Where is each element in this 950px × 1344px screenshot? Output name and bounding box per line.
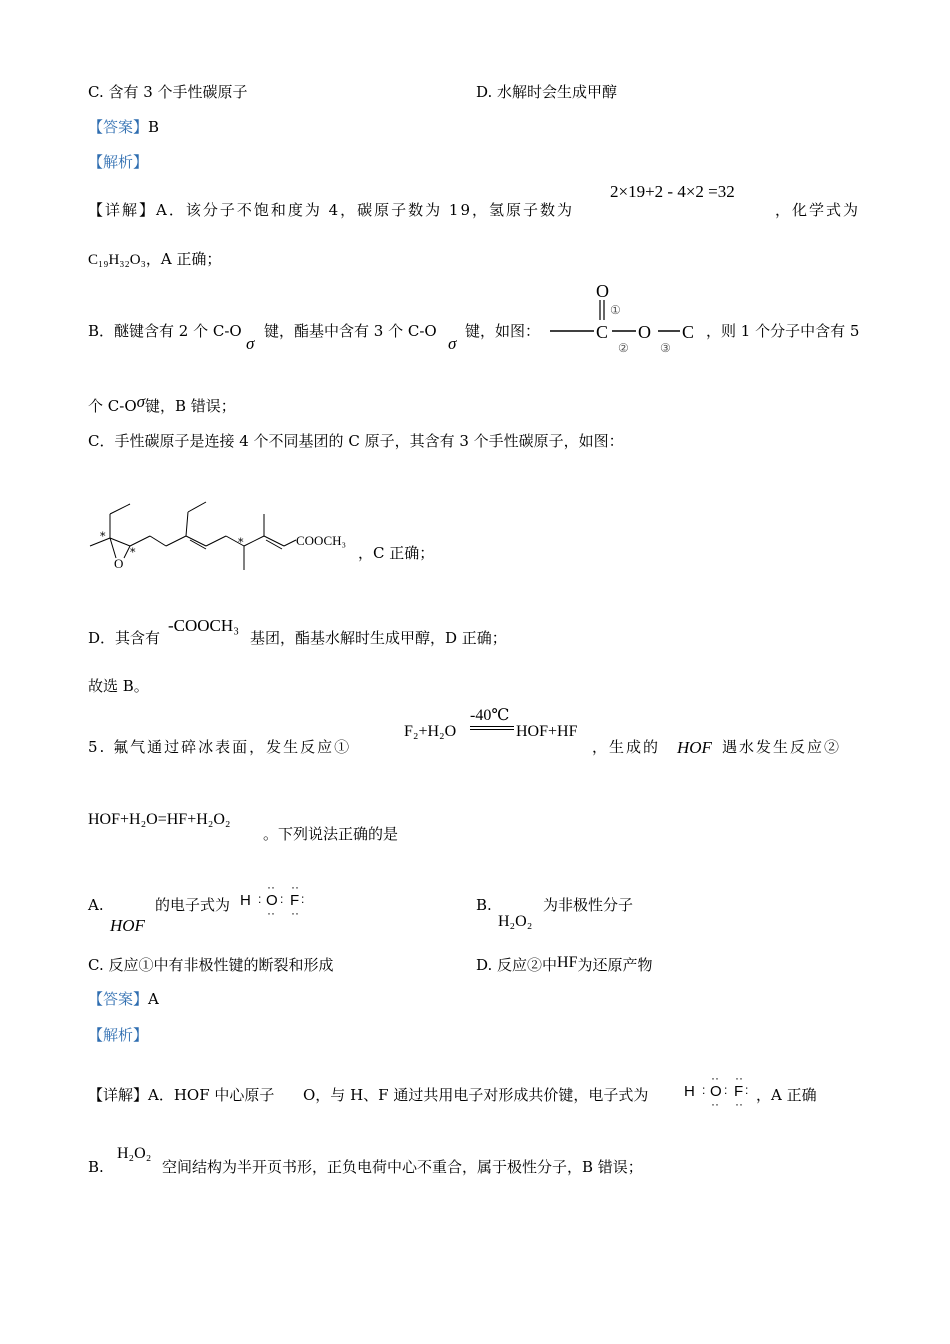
chiral-star-2: *: [130, 546, 136, 559]
ester-num2: ②: [618, 341, 629, 355]
cooch3-formula: -COOCH₃: [168, 616, 240, 635]
q5-expl-a2: O，与 H、F 通过共用电子对形成共价键，电子式为: [303, 1086, 649, 1104]
cooch3-label: COOCH₃: [296, 533, 347, 548]
detail-a-text3: ，A 正确；: [145, 250, 222, 268]
option-c: C. 反应①中有非极性键的断裂和形成: [88, 956, 334, 974]
lewis2-o-bottom-dots: ··: [711, 1097, 719, 1111]
sigma-symbol-3: σ: [136, 392, 146, 411]
chiral-star-3: *: [238, 536, 244, 549]
detail-b-text6: 键，B 错误；: [145, 397, 236, 415]
detail-a-text2: ，化学式为: [775, 201, 861, 219]
q5-hof: HOF: [677, 738, 712, 757]
option-c-prev: C. 含有 3 个手性碳原子: [88, 83, 248, 101]
lewis2-colon-2: :: [724, 1083, 728, 1097]
detail-b-text3: 键，如图：: [465, 322, 541, 340]
ester-o2: O: [638, 322, 651, 342]
reaction1-condition: -40℃: [470, 707, 510, 724]
lewis-o-top-dots: ··: [267, 880, 275, 894]
lewis2-f: F: [734, 1083, 744, 1100]
lewis2-h: H: [684, 1083, 695, 1100]
option-a-hof: HOF: [110, 916, 145, 935]
option-d: [476, 955, 653, 976]
chiral-star-1: *: [100, 530, 106, 543]
lewis2-f-bottom-dots: ··: [735, 1097, 743, 1111]
answer-line: [88, 117, 159, 137]
q5-expl-a1: A．HOF 中心原子: [148, 1086, 275, 1104]
ester-num1: ①: [610, 303, 621, 317]
h-count-formula: 2×19+2 - 4×2 =32: [610, 182, 735, 201]
lewis-colon-1: :: [258, 892, 262, 906]
option-d-prev: D. 水解时会生成甲醇: [476, 83, 618, 101]
q5-expl-b-prefix: B.: [88, 1158, 104, 1176]
option-d-text: 为还原产物: [577, 956, 653, 974]
lewis-o-bottom-dots: ··: [267, 906, 275, 920]
detail-d-text1: D．其含有: [88, 629, 161, 647]
lewis-h: H: [240, 892, 251, 909]
ester-c2: C: [682, 322, 695, 342]
option-b-prefix: B.: [476, 896, 492, 914]
detail-b-line2: [88, 392, 236, 416]
q5-stem4: 。下列说法正确的是: [263, 825, 399, 843]
epoxide-o: O: [114, 556, 124, 571]
chiral-carbon-structure: [86, 498, 366, 578]
detail-a-text: A．该分子不饱和度为 4，碳原子数为 19，氢原子数为: [156, 201, 575, 219]
lewis-colon-3: :: [301, 892, 305, 906]
detail-b-text2: 键，酯基中含有 3 个 C-O: [264, 322, 437, 340]
lewis-f: F: [290, 892, 300, 909]
detail-b-text5: 个 C-O: [88, 397, 137, 415]
reaction1-arrow: [470, 726, 514, 730]
option-a-text: 的电子式为: [155, 896, 231, 914]
q5-expl-b-h2o2: H₂O₂: [117, 1145, 152, 1162]
answer-value: B: [148, 118, 160, 136]
q5-stem3: 遇水发生反应②: [722, 738, 842, 756]
reaction1-right: HOF+HF: [516, 723, 578, 740]
lewis2-colon-3: :: [745, 1083, 749, 1097]
q5-expl-b-text: 空间结构为半开页书形，正负电荷中心不重合，属于极性分子，B 错误；: [162, 1158, 643, 1176]
reaction2: HOF+H₂O=HF+H₂O₂: [88, 811, 231, 828]
q5-answer-value: A: [148, 990, 159, 1008]
ester-num3: ③: [660, 341, 671, 355]
lewis-f-bottom-dots: ··: [291, 906, 299, 920]
option-d-prefix: D. 反应②中: [476, 956, 558, 974]
lewis2-o-top-dots: ··: [711, 1071, 719, 1085]
detail-a-line: [88, 200, 574, 220]
detail-c-text1: C．手性碳原子是连接 4 个不同基团的 C 原子，其含有 3 个手性碳原子，如图：: [88, 432, 624, 450]
answer-tag: 【答案】: [88, 118, 149, 136]
lewis-f-top-dots: ··: [291, 880, 299, 894]
lewis-colon-2: :: [280, 892, 284, 906]
q5-stem1: 5. 氟气通过碎冰表面，发生反应①: [88, 738, 352, 756]
q5-answer-tag: 【答案】: [88, 990, 149, 1008]
conclusion: 故选 B。: [88, 677, 149, 695]
detail-b-text1: B．醚键含有 2 个 C-O: [88, 322, 242, 340]
q5-stem2: ，生成的: [592, 738, 661, 756]
detail-b-text4: ，则 1 个分子中含有 5: [706, 322, 860, 340]
detail-c-text2: ，C 正确；: [358, 544, 435, 562]
molecular-formula: C₁₉H₃₂O₃: [88, 252, 146, 268]
sigma-symbol: σ: [246, 334, 255, 353]
reaction1-left: F₂+H₂O: [404, 723, 457, 740]
lewis-o: O: [266, 892, 278, 909]
sigma-symbol-2: σ: [448, 334, 457, 353]
lewis2-f-top-dots: ··: [735, 1071, 743, 1085]
q5-expl-a3: ，A 正确: [756, 1086, 817, 1104]
q5-detail-tag: 【详解】: [88, 1086, 149, 1104]
option-b-text: 为非极性分子: [543, 896, 634, 914]
option-a-prefix: A.: [88, 896, 104, 914]
q5-answer-line: [88, 989, 159, 1009]
lewis2-colon-1: :: [702, 1083, 706, 1097]
analysis-tag: 【解析】: [88, 153, 149, 171]
option-d-hf: HF: [557, 954, 578, 971]
ester-o-carbonyl: O: [596, 281, 609, 301]
q5-analysis-tag: 【解析】: [88, 1026, 149, 1044]
q5-expl-a-line: [88, 1085, 274, 1105]
detail-tag: 【详解】: [88, 201, 157, 219]
detail-d-text2: 基团，酯基水解时生成甲醇，D 正确；: [250, 629, 507, 647]
option-b-h2o2: H₂O₂: [498, 913, 533, 930]
detail-a-line2: [88, 249, 221, 270]
ester-c1: C: [596, 322, 609, 342]
ester-bond-diagram: [548, 278, 708, 358]
lewis2-o: O: [710, 1083, 722, 1100]
